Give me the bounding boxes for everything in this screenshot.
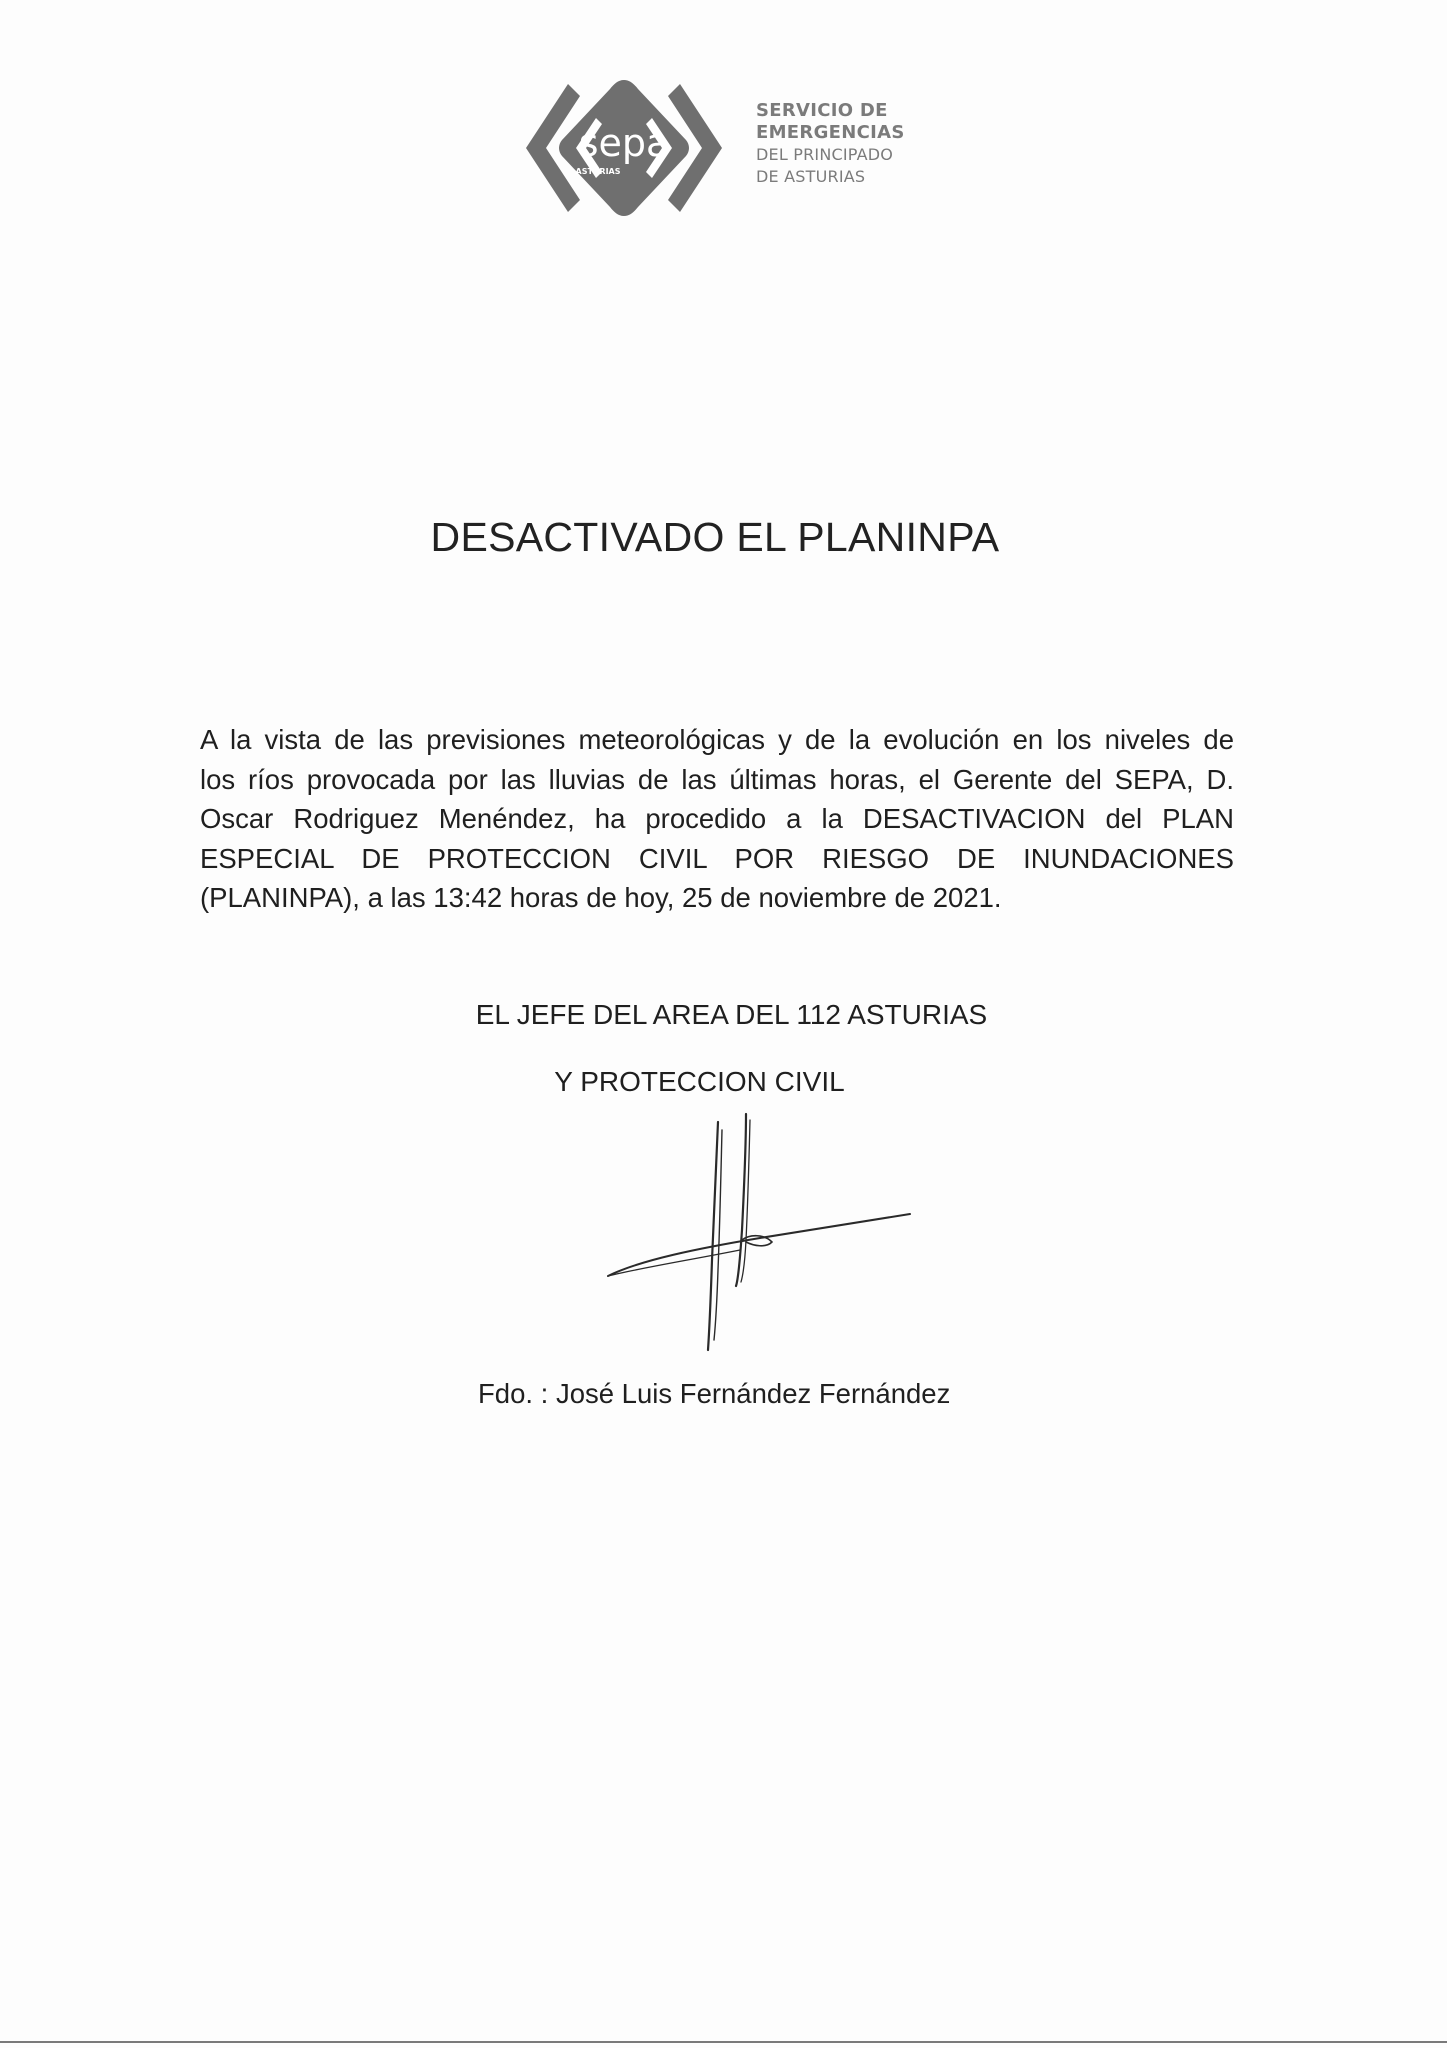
body-line-4: ESPECIAL DE PROTECCION CIVIL POR RIESGO DE INUNDACIONES [200,842,1234,874]
sepa-logo [518,76,730,221]
org-name-line-4: DE ASTURIAS [756,167,866,186]
signed-by-name: Fdo. : José Luis Fernández Fernández [478,1378,951,1409]
logo-subtext: ASTURIAS [575,167,621,176]
signer-position-line-1: EL JEFE DEL AREA DEL 112 ASTURIAS [475,999,988,1030]
org-name-line-1: SERVICIO DE [756,100,888,121]
signer-position-line-2: Y PROTECCION CIVIL [554,1066,845,1097]
body-line-2: los ríos provocada por las lluvias de las últimas horas, el Gerente del SEPA, D. [200,763,1234,795]
org-name-line-3: DEL PRINCIPADO [756,145,894,164]
document-body [200,720,1234,918]
document-title: DESACTIVADO EL PLANINPA [430,514,1000,560]
body-line-1: A la vista de las previsiones meteorológicas y de la evolución en los niveles de [200,724,1234,755]
body-line-3: Oscar Rodriguez Menéndez, ha procedido a la DESACTIVACION del PLAN [200,803,1234,834]
page-bottom-edge [0,2041,1447,2043]
logo-wordmark: sepa [578,121,670,165]
body-line-5: (PLANINPA), a las 13:42 horas de hoy, 25 de noviembre de 2021. [200,882,1002,913]
organization-name [756,100,986,188]
handwritten-signature [600,1110,920,1360]
org-name-line-2: EMERGENCIAS [756,122,905,143]
